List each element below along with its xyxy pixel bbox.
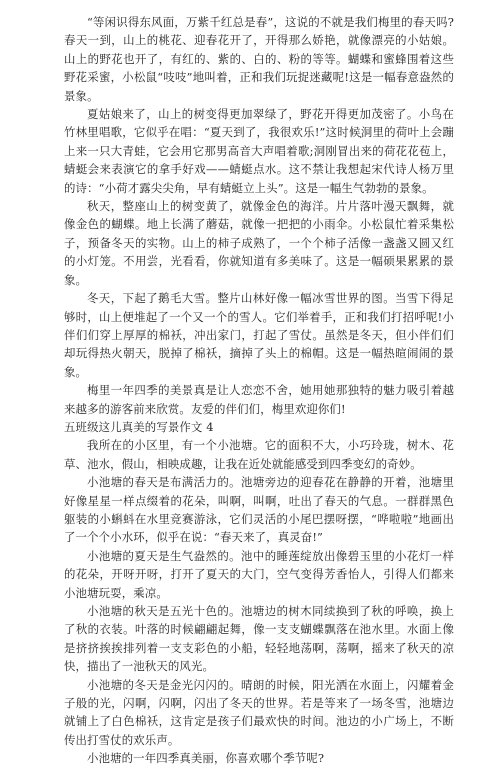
paragraph: 夏姑娘来了，山上的树变得更加翠绿了，野花开得更加茂密了。小鸟在竹林里唱歌，它似乎在唱：“夏天到了，我很欢乐!”这时候֧洞里的荷叶上会蹦上来一只大青蛙，它会用它那男高音大声唱着歌;洞刚冒出来的荷花花苞上，蜻蜓会来表演它的拿手好戏——蜻蜓点水。这不禁让我想起宋代诗人杨万里的诗：“小荷才露尖尖角，早有蜻蜓立上头”。这是一幅生气勃勃的景象。 <box>64 107 454 195</box>
paragraph: 小池塘的夏天是生气盎然的。池中的睡莲绽放出像碧玉里的小花灯一样的花朵，开呀开呀，打开了夏天的大门，空气变得芳香怡人，引得人们都来小池塘玩耍，乘凉。 <box>64 548 454 600</box>
paragraph: 冬天，下起了鹅毛大雪。整片山林好像一幅冰雪世界的图。当雪下得足够时，山上便堆起了一个又一个的雪人。它们举着手，正和我们打招呼呢!小伴们们穿上厚厚的棉袄，冲出家门，打起了雪仗。虽然是冬天，但小伴们们却玩得热火朝天，脱掉了棉袄，摘掉了头上的棉帽。这是一幅热暄闹闹的景象。 <box>64 291 454 379</box>
paragraph: 梅里一年四季的美景真是让人恋恋不舍，她用她那独特的魅力吸引着越来越多的游客前来欣赏。友爱的伴们们，梅里欢迎你们! <box>64 383 454 416</box>
paragraph: 小池塘的秋天是五光十色的。池塘边的树木同续换到了秋的呼唤，换上了秋的衣装。叶落的时候翩翩起舞，像一支支蝴蝶飘落在池水里。水面上像是挤挤挨挨排列着一支支彩色的小船，轻轻地荡啊，荡啊，摇来了秋天的凉快，描出了一池秋天的风光。 <box>64 604 454 674</box>
paragraph: 小池塘的一年四季真美丽，你喜欢哪个季节呢? <box>87 751 325 766</box>
section-heading: 五班级这儿真美的写景作文 4 <box>64 419 214 434</box>
paragraph: 小池塘的春天是布满活力的。池塘旁边的迎春花在静静的开着，池塘里好像星星一样点缀着的花朵，叫啊，叫啊，吐出了春天的气息。一群群黑色躯装的小蝌蚪在水里竞赛游泳，它们灵活的小尾巴摆呀摆，“哗啦啦”地画出了一个个小水环，似乎在说：“春天来了，真灵奋!” <box>64 475 454 545</box>
paragraph: “等闲识得东风面，万紫千红总是春”，这说的不就是我们梅里的春天吗?春天一到，山上的桃花、迎春花开了，开得那么娇艳，就像漂亮的小姑娘。山上的野花也开了，有红的、紫的、白的、粉的等等。蝴蝶和蜜蜂围着这些野花采蜜，小松鼠“吱吱”地叫着，正和我们玩捉迷藏呢!这是一幅春意盎然的景象。 <box>64 15 454 103</box>
paragraph: 秋天，整座山上的树变黄了，就像金色的海洋。片片落叶漫天飘舞，就像金色的蝴蝶。地上长满了蘑菇，就像一把把的小雨伞。小松鼠忙着采集松子，预备冬天的实物。山上的柿子成熟了，一个个柿子活像一盏盏又圆又红的小灯笼。不用尝，光看看，你就知道有多美味了。这是一幅硕果累累的景象。 <box>64 199 454 287</box>
paragraph: 我所在的小区里，有一个小池塘。它的面积不大，小巧玲珑，树木、花草、池水，假山，相映成趣，让我在近处就能感受到四季变幻的奇妙。 <box>64 438 454 471</box>
paragraph: 小池塘的冬天是金光闪闪的。晴朗的时候，阳光洒在水面上，闪耀着金子般的光，闪啊，闪啊，闪出了冬天的世界。若是等来了一场冬雪，池塘边就铺上了白色棉袄，这肯定是孩子们最欢快的时间。池边的小广场上，不断传出打雪仗的欢乐声。 <box>64 677 454 747</box>
